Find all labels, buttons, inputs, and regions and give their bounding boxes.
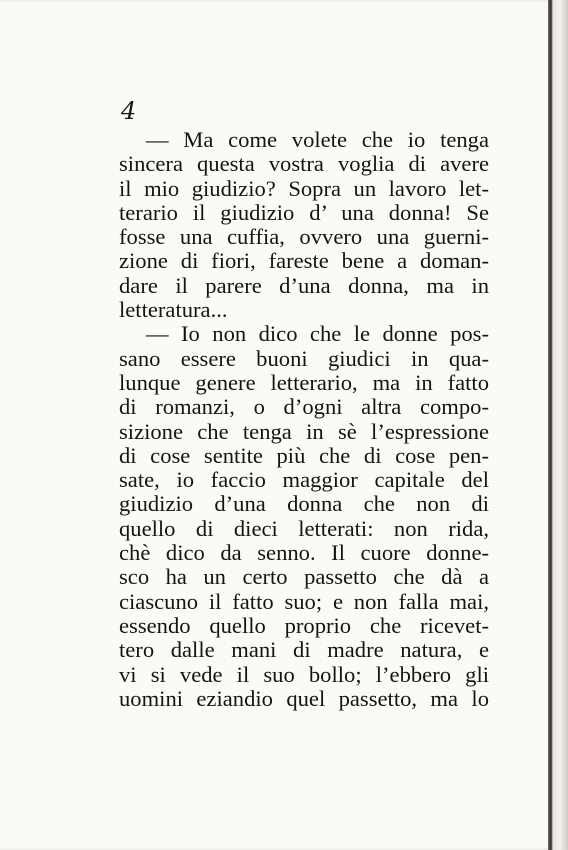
text-line: di romanzi, o d’ogni altra compo-: [119, 394, 489, 420]
text-line: terario il giudizio d’ una donna! Se: [119, 199, 489, 225]
text-line: — Ma come volete che io tenga: [146, 127, 489, 152]
text-line: dare il parere d’una donna, ma in: [119, 272, 489, 298]
text-line: zione di fiori, fareste bene a doman-: [119, 248, 489, 274]
text-line: essendo quello proprio che ricevet-: [119, 612, 489, 638]
text-line: sano essere buoni giudici in qua-: [119, 345, 489, 371]
text-line: vi si vede il suo bollo; l’ebbero gli: [119, 661, 489, 687]
text-line: — Io non dico che le donne pos-: [146, 321, 489, 347]
text-line: letteratura...: [119, 297, 228, 323]
text-line: sizione che tenga in sè l’espressione: [119, 418, 489, 444]
text-line: di cose sentite più che di cose pen-: [119, 442, 489, 468]
text-line: sincera questa vostra voglia di avere: [119, 151, 489, 177]
text-line: tero dalle mani di madre natura, e: [119, 637, 489, 663]
text-line: chè dico da senno. Il cuore donne-: [119, 540, 489, 566]
text-line: uomini eziandio quel passetto, ma lo: [119, 685, 489, 711]
text-line: quello di dieci letterati: non rida,: [119, 515, 489, 541]
binding-edge: [548, 0, 568, 850]
text-line: lunque genere letterario, ma in fatto: [119, 369, 489, 395]
text-line: giudizio d’una donna che non di: [119, 491, 489, 517]
text-line: sco ha un certo passetto che dà a: [119, 564, 489, 590]
page-number: 4: [121, 97, 137, 125]
text-line: il mio giudizio? Sopra un lavoro let-: [119, 175, 489, 201]
text-line: ciascuno il fatto suo; e non falla mai,: [119, 588, 489, 614]
text-line: sate, io faccio maggior capitale del: [119, 467, 489, 493]
text-line: fosse una cuffia, ovvero una guerni-: [119, 224, 489, 250]
body-text: [119, 128, 489, 711]
